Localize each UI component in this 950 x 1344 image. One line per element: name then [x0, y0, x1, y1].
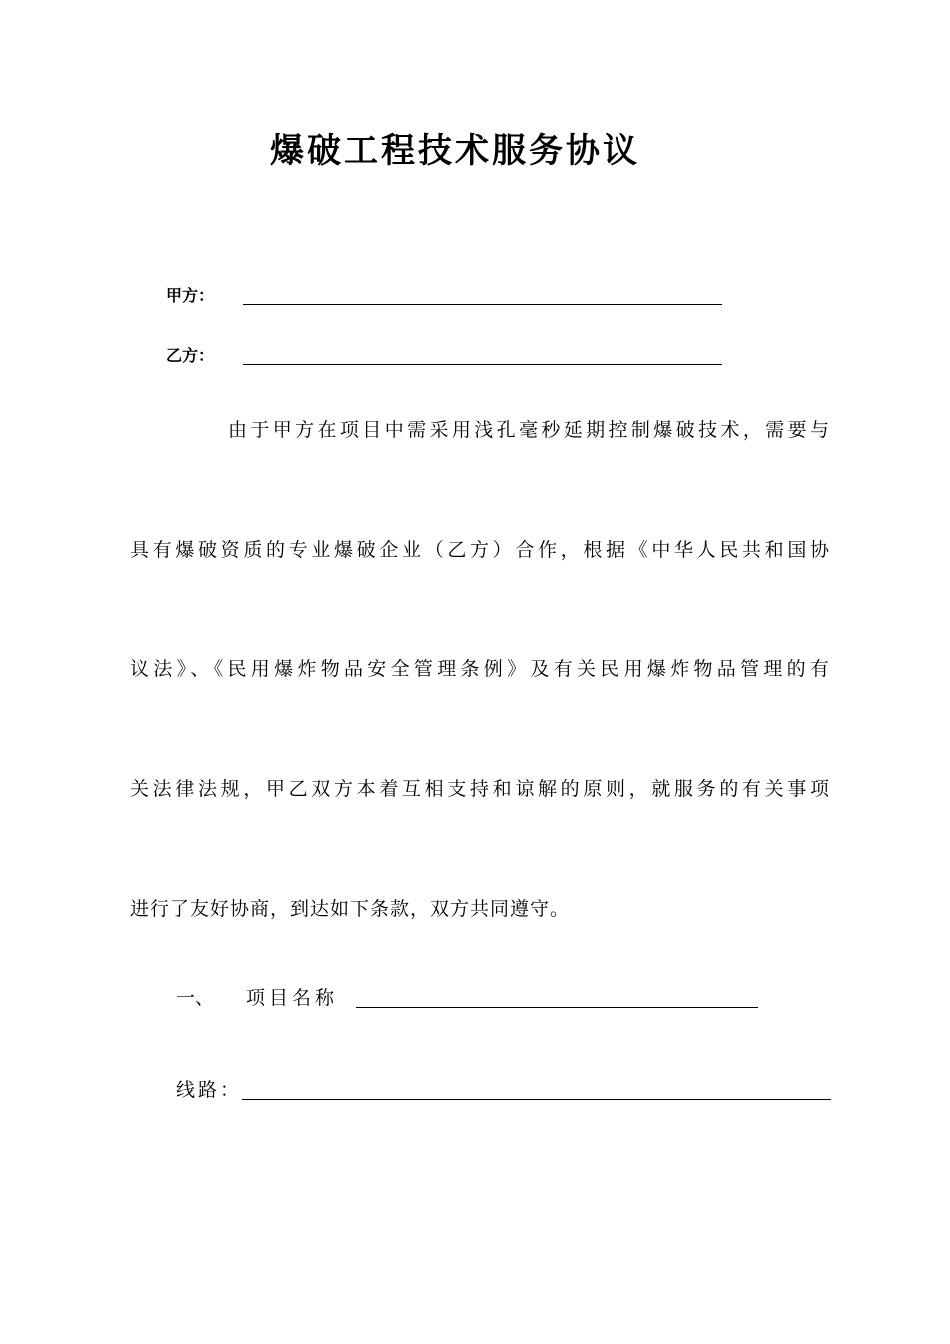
- project-name-label: 项目名称: [246, 987, 339, 1009]
- route-blank-line: [242, 1099, 831, 1100]
- body-paragraph-line: 进行了友好协商，到达如下条款，双方共同遵守。: [130, 898, 571, 920]
- body-paragraph-line: 具有爆破资质的专业爆破企业（乙方）合作，根据《中华人民共和国协: [130, 539, 830, 561]
- party-b-blank-line: [243, 364, 722, 365]
- document-title: 爆破工程技术服务协议: [270, 131, 640, 171]
- body-paragraph-line: 关法律法规，甲乙双方本着互相支持和谅解的原则，就服务的有关事项: [130, 778, 830, 800]
- section-number: 一、: [176, 987, 215, 1009]
- party-a-blank-line: [243, 304, 722, 305]
- party-b-label: 乙方：: [166, 346, 215, 365]
- body-paragraph-line: 议法》、《民用爆炸物品安全管理条例》及有关民用爆炸物品管理的有: [130, 658, 830, 680]
- party-a-label: 甲方：: [166, 286, 215, 305]
- body-paragraph-line: 由于甲方在项目中需采用浅孔毫秒延期控制爆破技术，需要与: [228, 419, 830, 441]
- route-label: 线路：: [176, 1079, 243, 1101]
- project-name-blank-line: [356, 1007, 758, 1008]
